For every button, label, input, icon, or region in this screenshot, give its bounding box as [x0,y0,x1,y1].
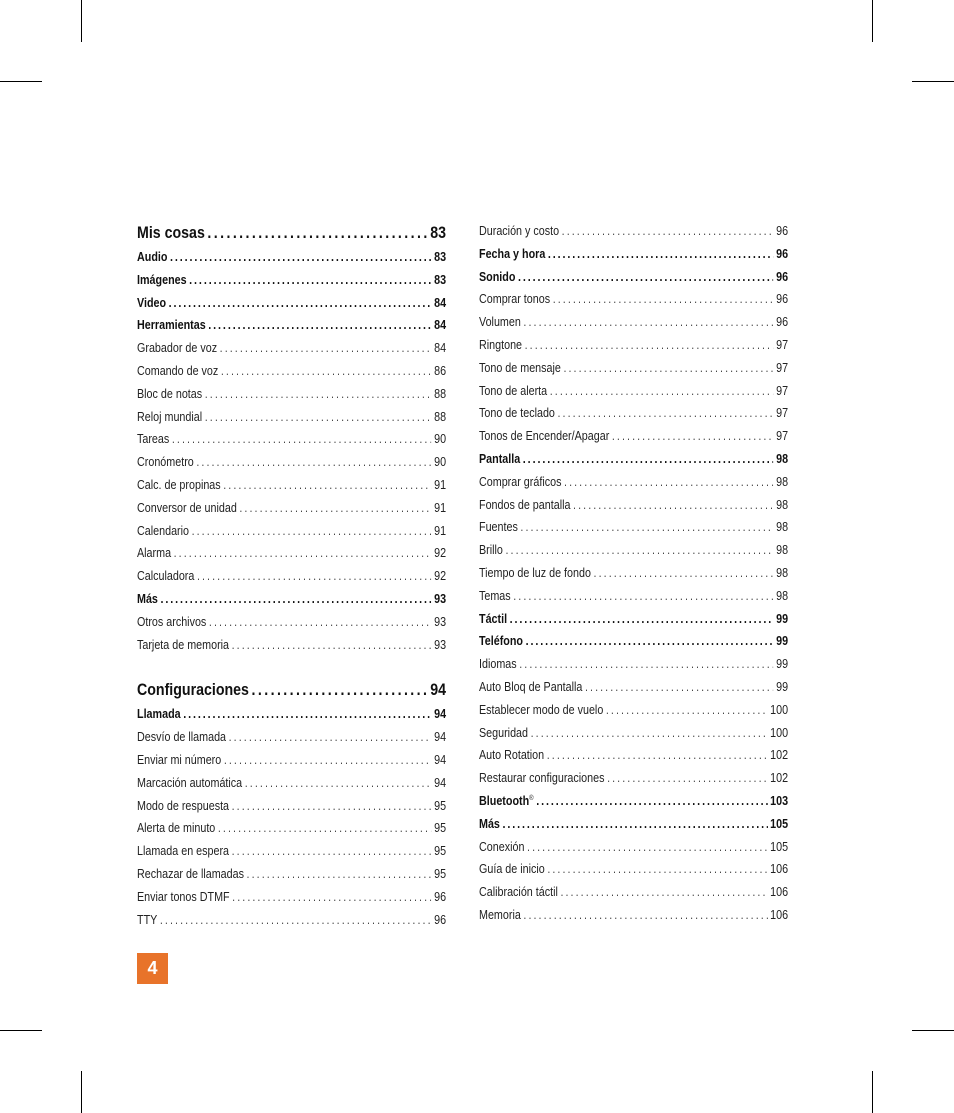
toc-entry-label: Enviar mi número [137,752,222,767]
toc-entry-page: 105 [770,816,789,831]
toc-entry-label: Temas [479,588,511,603]
toc-entry-page: 92 [434,569,447,584]
dot-leader [223,474,431,497]
toc-entry-label: Tono de alerta [479,383,548,398]
toc-entry-page: 106 [770,885,789,900]
dot-leader [607,767,767,790]
dot-leader [573,494,773,517]
toc-entry-page: 98 [776,588,789,603]
toc-entry-label: Tonos de Encender/Apagar [479,429,610,444]
dot-leader [172,428,432,451]
toc-entry[interactable] [479,881,788,904]
dot-leader [174,542,432,565]
toc-entry[interactable] [479,630,788,653]
dot-leader [510,608,774,631]
toc-entry-label: Más [479,816,500,831]
toc-entry-page: 95 [434,798,447,813]
dot-leader [527,836,768,859]
dot-leader [232,795,432,818]
toc-entry-label: Seguridad [479,725,529,740]
toc-entry-page: 83 [434,272,447,287]
toc-entry-label: Sonido [479,269,516,284]
dot-leader [252,677,428,703]
toc-entry-page: 99 [776,679,789,694]
toc-entry-label: Más [137,591,158,606]
dot-leader [196,451,431,474]
dot-leader [221,360,432,383]
toc-entry-label: Guía de inicio [479,862,545,877]
crop-mark [872,0,873,42]
toc-entry-label: Alarma [137,546,172,561]
dot-leader [563,357,773,380]
dot-leader [505,539,773,562]
toc-column-right [479,220,788,927]
dot-leader [189,269,431,292]
crop-mark [912,81,954,82]
toc-entry[interactable] [479,311,788,334]
dot-leader [525,334,774,357]
toc-entry[interactable] [137,428,446,451]
toc-entry-page: 91 [434,523,447,538]
toc-entry[interactable] [137,565,446,588]
dot-leader [612,425,774,448]
dot-leader [245,772,432,795]
toc-entry-label: Desvío de llamada [137,730,227,745]
dot-leader [518,266,774,289]
toc-entry-page: 97 [776,360,789,375]
toc-entry-label: Herramientas [137,318,206,333]
dot-leader [218,817,432,840]
dot-leader [232,840,432,863]
toc-entry-label: Fuentes [479,520,518,535]
toc-entry-page: 93 [434,637,447,652]
toc-entry-page: 95 [434,866,447,881]
toc-entry[interactable] [479,494,788,517]
toc-entry-page: 98 [776,520,789,535]
toc-entry-label: Enviar tonos DTMF [137,889,230,904]
toc-entry[interactable] [137,292,446,315]
toc-entry[interactable] [137,886,446,909]
toc-entry-label: Video [137,295,167,310]
toc-entry-label: Teléfono [479,634,523,649]
toc-entry-label: Calendario [137,523,190,538]
dot-leader [207,220,427,246]
toc-entry-page: 95 [434,844,447,859]
toc-entry-page: 97 [776,383,789,398]
toc-entry-page: 105 [770,839,789,854]
dot-leader [548,243,774,266]
toc-entry-label: Alerta de minuto [137,821,216,836]
toc-entry[interactable] [137,497,446,520]
toc-entry-page: 84 [434,318,447,333]
toc-entry-page: 94 [434,775,447,790]
toc-entry[interactable] [137,246,446,269]
toc-entry[interactable] [479,676,788,699]
toc-entry-page: 96 [776,224,789,238]
toc-entry-page: 91 [434,500,447,515]
toc-entry-page: 102 [770,748,789,763]
toc-entry[interactable] [479,699,788,722]
toc-entry[interactable] [479,608,788,631]
toc-entry[interactable] [137,817,446,840]
dot-leader [560,881,767,904]
toc-entry[interactable] [137,909,446,932]
toc-entry[interactable] [479,220,788,243]
toc-entry-label: Calc. de propinas [137,477,221,492]
toc-entry-page: 94 [434,752,447,767]
dot-leader [205,383,432,406]
toc-entry-label: Conversor de unidad [137,500,237,515]
toc-entry-label: Idiomas [479,657,517,672]
dot-leader [562,220,774,243]
page-number-badge: 4 [137,953,168,984]
toc-entry-page: 99 [776,634,789,649]
toc-entry[interactable] [137,520,446,543]
toc-entry[interactable] [479,357,788,380]
toc-entry[interactable] [479,266,788,289]
registered-mark: ® [529,794,534,802]
toc-entry[interactable] [479,425,788,448]
toc-entry-label: Imágenes [137,272,187,287]
dot-leader [239,497,431,520]
toc-entry-label: Llamada en espera [137,844,230,859]
crop-mark [81,1071,82,1113]
toc-entry-label: Calibración táctil [479,885,558,900]
toc-entry-page: 97 [776,429,789,444]
toc-entry[interactable] [137,772,446,795]
toc-entry[interactable] [479,562,788,585]
crop-mark [912,1030,954,1031]
toc-entry[interactable] [479,516,788,539]
toc-entry-label: Otros archivos [137,614,207,629]
toc-entry[interactable] [137,677,446,703]
toc-entry-label: Tiempo de luz de fondo [479,565,591,580]
dot-leader [606,699,768,722]
toc-entry-page: 94 [434,730,447,745]
toc-entry-page: 86 [434,363,447,378]
toc-entry[interactable] [137,726,446,749]
toc-entry-label: Rechazar de llamadas [137,866,244,881]
toc-entry-page: 98 [776,543,789,558]
dot-leader [523,904,767,927]
toc-entry[interactable] [137,749,446,772]
toc-entry-page: 88 [434,386,447,401]
toc-entry-page: 96 [434,912,447,927]
dot-leader [183,703,431,726]
toc-entry[interactable] [479,790,788,813]
dot-leader [220,337,432,360]
toc-entry[interactable] [479,402,788,425]
toc-entry-page: 84 [434,341,447,356]
dot-leader [553,288,774,311]
toc-entry[interactable] [137,314,446,337]
toc-entry[interactable] [479,334,788,357]
dot-leader [232,634,432,657]
toc-entry-page: 97 [776,337,789,352]
toc-entry-page: 96 [434,889,447,904]
toc-entry-page: 99 [776,657,789,672]
toc-entry-page: 83 [430,224,447,242]
toc-entry-label: Marcación automática [137,775,243,790]
toc-entry-label: Mis cosas [137,224,205,242]
toc-entry[interactable] [479,858,788,881]
toc-entry-page: 103 [770,793,789,808]
toc-entry-page: 100 [770,725,789,740]
toc-entry-label: Llamada [137,707,181,722]
dot-leader [550,380,774,403]
toc-entry[interactable] [479,813,788,836]
toc-entry-label: Táctil [479,611,508,626]
dot-leader [585,676,774,699]
toc-entry-page: 94 [430,681,447,700]
toc-entry-label: Configuraciones [137,681,249,700]
dot-leader [197,565,432,588]
toc-entry[interactable] [137,588,446,611]
dot-leader [531,722,768,745]
dot-leader [526,630,774,653]
toc-entry[interactable] [137,474,446,497]
dot-leader [169,292,432,315]
toc-entry-page: 93 [434,614,447,629]
toc-entry-label: Auto Bloq de Pantalla [479,679,583,694]
toc-entry-page: 95 [434,821,447,836]
crop-mark [0,1030,42,1031]
toc-entry[interactable] [479,380,788,403]
toc-entry-page: 106 [770,862,789,877]
toc-entry-page: 88 [434,409,447,424]
toc-entry-label: Tono de mensaje [479,360,561,375]
crop-mark [0,81,42,82]
toc-entry[interactable] [479,288,788,311]
toc-entry[interactable] [137,703,446,726]
toc-entry[interactable] [137,840,446,863]
toc-entry[interactable] [137,542,446,565]
toc-entry[interactable] [137,406,446,429]
toc-entry-label: Establecer modo de vuelo [479,702,604,717]
dot-leader [232,886,431,909]
toc-entry-label: Fondos de pantalla [479,497,571,512]
toc-entry-label: Ringtone [479,337,523,352]
toc-entry-label: Audio [137,250,168,264]
toc-entry-page: 96 [776,246,789,261]
toc-entry-label: Auto Rotation [479,748,545,763]
dot-leader [523,311,773,334]
toc-entry[interactable] [137,360,446,383]
dot-leader [205,406,432,429]
toc-entry[interactable] [137,634,446,657]
toc-entry-label: Cronómetro [137,455,194,470]
toc-entry-label: Comprar gráficos [479,474,562,489]
toc-entry-page: 92 [434,546,447,561]
toc-entry-page: 98 [776,474,789,489]
toc-entry-label: Pantalla [479,451,521,466]
dot-leader [208,314,431,337]
toc-entry-label: Brillo [479,543,503,558]
dot-leader [247,863,432,886]
toc-entry-label: Grabador de voz [137,341,218,356]
toc-entry-page: 96 [776,292,789,307]
toc-entry-page: 93 [434,591,447,606]
toc-entry-label: Bluetooth® [479,793,534,808]
toc-entry-page: 99 [776,611,789,626]
dot-leader [519,653,773,676]
toc-entry-label: Tarjeta de memoria [137,637,230,652]
dot-leader [520,516,773,539]
toc-entry[interactable] [137,611,446,634]
toc-entry[interactable] [479,448,788,471]
toc-column-left [137,220,446,931]
toc-entry[interactable] [137,451,446,474]
toc-entry-page: 98 [776,565,789,580]
dot-leader [161,588,432,611]
toc-entry-label: Tareas [137,432,170,447]
toc-entry-page: 102 [770,771,789,786]
toc-entry-label: Reloj mundial [137,409,203,424]
toc-entry[interactable] [479,904,788,927]
toc-entry-label: Memoria [479,907,521,922]
toc-entry-page: 90 [434,455,447,470]
toc-entry[interactable] [479,767,788,790]
toc-entry-page: 97 [776,406,789,421]
toc-entry[interactable] [137,220,446,246]
toc-entry-page: 83 [434,250,447,264]
toc-entry-label: Fecha y hora [479,246,546,261]
dot-leader [503,813,768,836]
toc-entry[interactable] [137,795,446,818]
toc-entry-label: Modo de respuesta [137,798,230,813]
toc-entry-label: Calculadora [137,569,195,584]
toc-entry[interactable] [479,653,788,676]
crop-mark [81,0,82,42]
dot-leader [523,448,774,471]
toc-entry[interactable] [479,539,788,562]
dot-leader [229,726,432,749]
dot-leader [192,520,432,543]
dot-leader [224,749,432,772]
toc-entry-page: 106 [770,907,789,922]
dot-leader [557,402,773,425]
toc-entry[interactable] [479,243,788,266]
toc-entry[interactable] [479,722,788,745]
toc-entry-page: 100 [770,702,789,717]
toc-entry[interactable] [479,744,788,767]
dot-leader [564,471,773,494]
dot-leader [547,858,767,881]
toc-entry-label: TTY [137,912,158,927]
toc-entry[interactable] [137,337,446,360]
dot-leader [594,562,774,585]
dot-leader [547,744,768,767]
toc-entry[interactable] [137,863,446,886]
toc-entry-page: 91 [434,477,447,492]
toc-entry-page: 90 [434,432,447,447]
toc-entry-label: Conexión [479,839,525,854]
toc-entry-page: 94 [434,707,447,722]
toc-entry-page: 98 [776,497,789,512]
toc-entry-page: 84 [434,295,447,310]
toc-entry-label: Volumen [479,315,521,330]
toc-entry-label: Tono de teclado [479,406,555,421]
dot-leader [170,246,431,269]
toc-entry[interactable] [137,269,446,292]
toc-entry-label: Duración y costo [479,224,560,238]
toc-entry-label: Comprar tonos [479,292,551,307]
toc-entry-label: Bloc de notas [137,386,203,401]
toc-entry[interactable] [479,836,788,859]
crop-mark [872,1071,873,1113]
toc-entry[interactable] [479,471,788,494]
dot-leader [160,909,432,932]
dot-leader [513,585,773,608]
toc-entry-page: 96 [776,315,789,330]
dot-leader [209,611,432,634]
toc-entry-page: 98 [776,451,789,466]
toc-entry[interactable] [479,585,788,608]
toc-entry-label: Comando de voz [137,363,219,378]
toc-entry-label: Restaurar configuraciones [479,771,605,786]
dot-leader [536,790,767,813]
toc-entry-page: 96 [776,269,789,284]
toc-entry[interactable] [137,383,446,406]
